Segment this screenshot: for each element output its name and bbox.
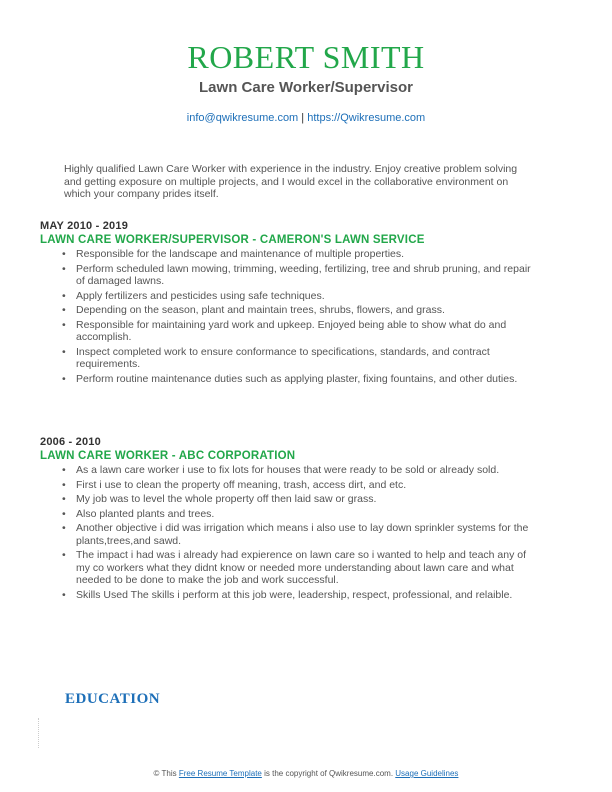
bullet-item: • Inspect completed work to ensure conformance to specifications, standards, and contract requirements.: [76, 346, 531, 371]
experience-entry: [40, 436, 540, 603]
bullet-item: • The impact i had was i already had expierence on lawn care so i wanted to help and teach any of my co workers what they didnt know or needed more understanding about lawn care and what needed to be done to make the job and work successful.: [76, 549, 531, 587]
bullet-item: • Also planted plants and trees.: [76, 508, 531, 521]
footer-prefix: © This: [153, 769, 177, 778]
decorative-divider: [38, 718, 39, 748]
candidate-name: ROBERT SMITH: [187, 39, 425, 75]
bullet-item: • Apply fertilizers and pesticides using safe techniques.: [76, 290, 531, 303]
bullet-item: • Perform routine maintenance duties such as applying plaster, fixing fountains, and other duties.: [76, 373, 531, 386]
bullet-item: • Depending on the season, plant and maintain trees, shrubs, flowers, and grass.: [76, 304, 531, 317]
job-dates: MAY 2010 - 2019: [40, 220, 129, 232]
bullet-item: • Another objective i did was irrigation which means i also use to lay down sprinkler systems for the plants,trees,and sawd.: [76, 522, 531, 547]
bullet-item: • Responsible for the landscape and maintenance of multiple properties.: [76, 248, 531, 261]
usage-guidelines-link[interactable]: Usage Guidelines: [395, 769, 459, 778]
free-resume-template-link[interactable]: Free Resume Template: [178, 769, 262, 778]
bullet-item: • First i use to clean the property off meaning, trash, access dirt, and etc.: [76, 479, 531, 492]
bullet-item: • Skills Used The skills i perform at this job were, leadership, respect, professional, and relaible.: [76, 589, 531, 602]
candidate-title: Lawn Care Worker/Supervisor: [199, 79, 413, 96]
bullet-item: • Responsible for maintaining yard work and upkeep. Enjoyed being able to show what do and accomplish.: [76, 319, 531, 344]
job-dates: 2006 - 2010: [40, 436, 101, 448]
summary-text: Highly qualified Lawn Care Worker with experience in the industry. Enjoy creative problem solving and getting exposure on multiple projects, and I would excel in the collaborative environment on which your company prides itself.: [64, 163, 518, 200]
email-link[interactable]: info@qwikresume.com: [186, 112, 299, 124]
education-heading: EDUCATION: [65, 691, 161, 707]
footer-copyright: is the copyright of Qwikresume.com.: [264, 769, 394, 778]
contact-separator: |: [301, 112, 305, 124]
footer: [0, 769, 612, 779]
experience-entry: [40, 220, 540, 387]
job-bullets: [40, 248, 531, 385]
bullet-item: • Perform scheduled lawn mowing, trimming, weeding, fertilizing, tree and shrub pruning, and repair of damaged lawns.: [76, 263, 531, 288]
contact-line: [0, 111, 612, 125]
website-link[interactable]: https://Qwikresume.com: [307, 112, 426, 124]
job-bullets: [40, 464, 531, 601]
bullet-item: • My job was to level the whole property off then laid saw or grass.: [76, 493, 531, 506]
job-role: LAWN CARE WORKER - ABC CORPORATION: [40, 450, 296, 462]
bullet-item: • As a lawn care worker i use to fix lots for houses that were ready to be sold or already sold.: [76, 464, 531, 477]
job-role: LAWN CARE WORKER/SUPERVISOR - CAMERON'S LAWN SERVICE: [40, 234, 425, 246]
